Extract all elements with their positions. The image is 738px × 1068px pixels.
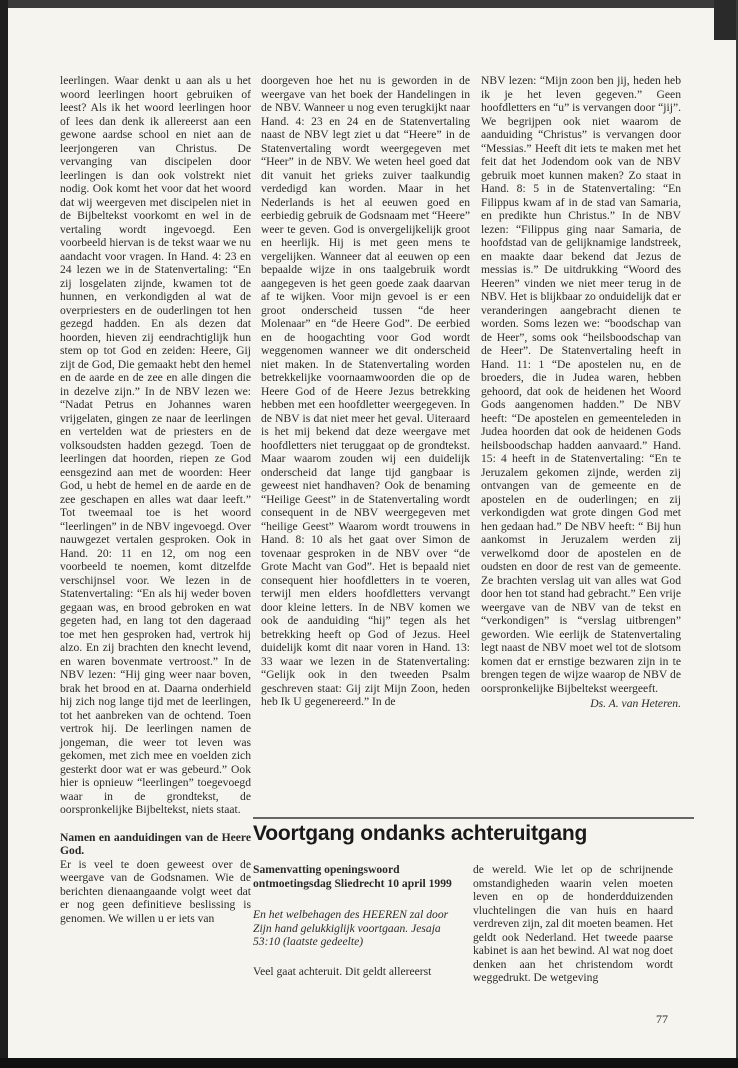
article-column-1 [60,74,251,925]
article-summary: Samenvatting openingswoord ontmoetingsdag Sliedrecht 10 april 1999 [253,863,452,890]
column-3-text: NBV lezen: “Mijn zoon ben jij, heden heb ik je het leven gegeven.” Geen hoofdletters en “u” is vervangen door “jij”. We begrijpen ook niet waarom de aanduiding “Christus” is vervangen door “Messias.” Heeft dit iets te maken met het feit dat het Jodendom ook van de NBV gebruik moet kunnen maken? Zo staat in Hand. 8: 5 in de Statenvertaling: “En Filippus kwam af in de stad van Samaria, en predikte hun Christus.” In de NBV lezen: “Filippus ging naar Samaria, de hoofdstad van de gelijknamige landstreek, en maakte daar bekend dat Jezus de messias is.” De uitdrukking “Woord des Heeren” vinden we niet meer terug in de NBV. Het is blijkbaar zo onduidelijk dat er veranderingen aangebracht dienen te worden. Soms lezen we: “boodschap van de Heer”, soms ook “heilsboodschap van de Heer”. De Statenvertaling heeft in Hand. 11: 1 “De apostelen nu, en de broeders, die in Judea waren, hebben gehoord, dat ook de heidenen het Woord Gods aangenomen hadden.” De NBV heeft: “De apostelen en gemeenteleden in Judea hoorden dat ook de heidenen Gods heilsboodschap hadden aanvaard.” Hand. 15: 4 heeft in de Statenvertaling: “En te Jeruzalem gekomen zijnde, werden zij ontvangen van de gemeente en de apostelen en de ouderlingen; en zij verkondigden wat grote dingen God met hen gedaan had.” De NBV heeft: “ Bij hun aankomst in Jeruzalem werden zij verwelkomd door de apostelen en de oudsten en door de rest van de gemeente. Ze brachten verslag uit van alles wat God door hen tot stand had gebracht.” Een vrije weergave van de NBV van de tekst en “verkondigen” is “verslag uitbrengen” geworden. Wie eerlijk de Statenvertaling legt naast de NBV moet wel tot de slotsom komen dat er ernstige bezwaren zijn in te brengen tegen de wijze waarop de NBV de oorspronkelijke Bijbeltekst weergeeft. [481,74,681,695]
column-1-continued: Er is veel te doen geweest over de weergave van de Godsnamen. Wie de berichten dienaangaande volgt weet dat er nog geen definitieve beslissing is genomen. We willen u er iets van [60,857,251,925]
scan-bottom-edge [0,1058,738,1068]
scan-left-edge [0,0,8,1068]
scripture-quote: En het welbehagen des HEEREN zal door Zijn hand gelukkiglijk voortgaan. Jesaja 53:10 (laatste gedeelte) [253,908,449,948]
article-2-body-continued: de wereld. Wie let op de schrijnende omstandigheden waarin velen moeten leven en op de honderdduizenden vluchtelingen die van huis en haard verdreven zijn, zal dit moeten beamen. Het geldt ook Nederland. Het tweede paarse kabinet is aan het bewind. Al wat nog doet denken aan het christendom wordt weggedrukt. De wetgeving [473,863,673,984]
article-2-column-2 [473,863,673,985]
scan-corner-mark [714,0,736,40]
author-signature: Ds. A. van Heteren. [590,697,681,710]
column-2-text: doorgeven hoe het nu is geworden in de weergave van het boek der Handelingen in de NBV. Wanneer u nog even terugkijkt naar Hand. 4: 23 en 24 en de Statenvertaling naast de NBV legt ziet u dat “Heere” in de Statenvertaling wordt weergegeven met “Heer” in de NBV. We weten heel goed dat dit vanuit het grieks zuiver taalkundig verdedigd kan worden. Maar in het Nederlands is het al eeuwen goed en eerbiedig gebruik de Godsnaam met “Heere” weer te geven. God is onvergelijkelijk groot en heerlijk. Hij is met geen mens te vergelijken. Wanneer dat al eeuwen op een bepaalde wijze in ons taalgebruik wordt aangegeven is het geen goede zaak daarvan af te wijken. Voor mijn gevoel is er een groot onderscheid tussen “de heer Molenaar” en “de Heere God”. De eerbied en de hoogachting voor God wordt weggenomen wanneer we dit onderscheid niet maken. In de Statenvertaling worden betrekkelijke voornaamwoorden die op de Heere God of de Heere Jezus betrekking hebben met een hoofdletter weergegeven. In de NBV is dat niet meer het geval. Uiteraard is het mij bekend dat deze weergave met hoofdletters niet teruggaat op de grondtekst. Maar waarom zouden wij een duidelijk onderscheid dat lange tijd gangbaar is geweest niet handhaven? Ook de benaming “Heilige Geest” in de Statenvertaling wordt consequent in de NBV weergegeven met “heilige Geest” Waarom wordt trouwens in Hand. 8: 10 als het gaat over Simon de tovenaar gesproken in de NBV over “de Grote Macht van God”. Het is bepaald niet consequent hier hoofdletters in te voeren, terwijl men elders hoofdletters vervangt door kleine letters. In de NBV komen we ook de aanduiding “hij” tegen als het betrekking heeft op God of Jezus. Heel duidelijk komt dit naar voren in Hand. 13: 33 waar we lezen in de Statenvertaling: “Gelijk ook in den tweeden Psalm geschreven staat: Gij zijt Mijn Zoon, heden heb Ik U gegenereerd.” In de [261,74,470,708]
page-number: 77 [656,1012,668,1026]
article-column-2 [261,74,470,709]
article-2-column-1 [253,863,462,978]
section-subheading: Namen en aanduidingen van de Heere God. [60,830,251,857]
column-1-text: leerlingen. Waar denkt u aan als u het woord leerlingen hoort gebruiken of leest? Als ik het woord leerlingen hoor of lees dan denk ik allereerst aan een gewone aardse school en niet aan de leerjongeren van Christus. De vervanging van discipelen door leerlingen is dan ook volstrekt niet nodig. Ook komt het voor dat het woord dat wij weergeven met discipelen niet in de Bijbeltekst voorkomt en wel in de vertaling wordt ingevoegd. Een voorbeeld hiervan is de tekst waar we nu aandacht voor vragen. In Hand. 4: 23 en 24 lezen we in de Statenvertaling: “En zij losgelaten zijnde, kwamen tot de hunnen, en verkondigden al wat de overpriesters en de ouderlingen tot hen gezegd hadden. En als dezen dat hoorden, hieven zij eendrachtiglijk hun stem op tot God en zeiden: Heere, Gij zijt de God, Die gemaakt hebt den hemel en de aarde en de zee en alle dingen die in dezelve zijn.” In de NBV lezen we: “Nadat Petrus en Johannes waren vrijgelaten, gingen ze naar de leerlingen en vertelden wat de priesters en de volksoudsten hadden gezegd. Toen de leerlingen dat hoorden, riepen ze God eensgezind aan met de woorden: Heer God, u hebt de hemel en de aarde en de zee geschapen en alles wat daar leeft.” Tot tweemaal toe is het woord “leerlingen” in de NBV ingevoegd. Over nauwgezet vertalen gesproken. Ook in Hand. 20: 11 en 12, om nog een voorbeeld te noemen, komt ditzelfde verschijnsel voor. We lezen in de Statenvertaling: “En als hij weder boven gegaan was, en brood gebroken en wat gegeten had, en lang tot den dageraad toe met hen gesproken had, vertrok hij alzo. En zij brachten den knecht levend, en waren bovenmate vertroost.” In de NBV lezen: “Hij ging weer naar boven, brak het brood en at. Daarna onderhield hij zich nog lange tijd met de leerlingen, tot het aanbreken van de ochtend. Toen vertrok hij. De leerlingen namen de jongeman, die weer tot leven was gekomen, met zich mee en voelden zich gesterkt door wat er was gebeurd.” Ook hier is opnieuw “leerlingen” toegevoegd waar in de grondtekst, de oorspronkelijke Bijbeltekst, niets staat. [60,74,251,816]
article-2-body-start: Veel gaat achteruit. Dit geldt allereerst [253,964,432,978]
article-column-3 [481,74,681,711]
section-divider [253,817,694,819]
article-title: Voortgang ondanks achteruitgang [253,822,588,845]
